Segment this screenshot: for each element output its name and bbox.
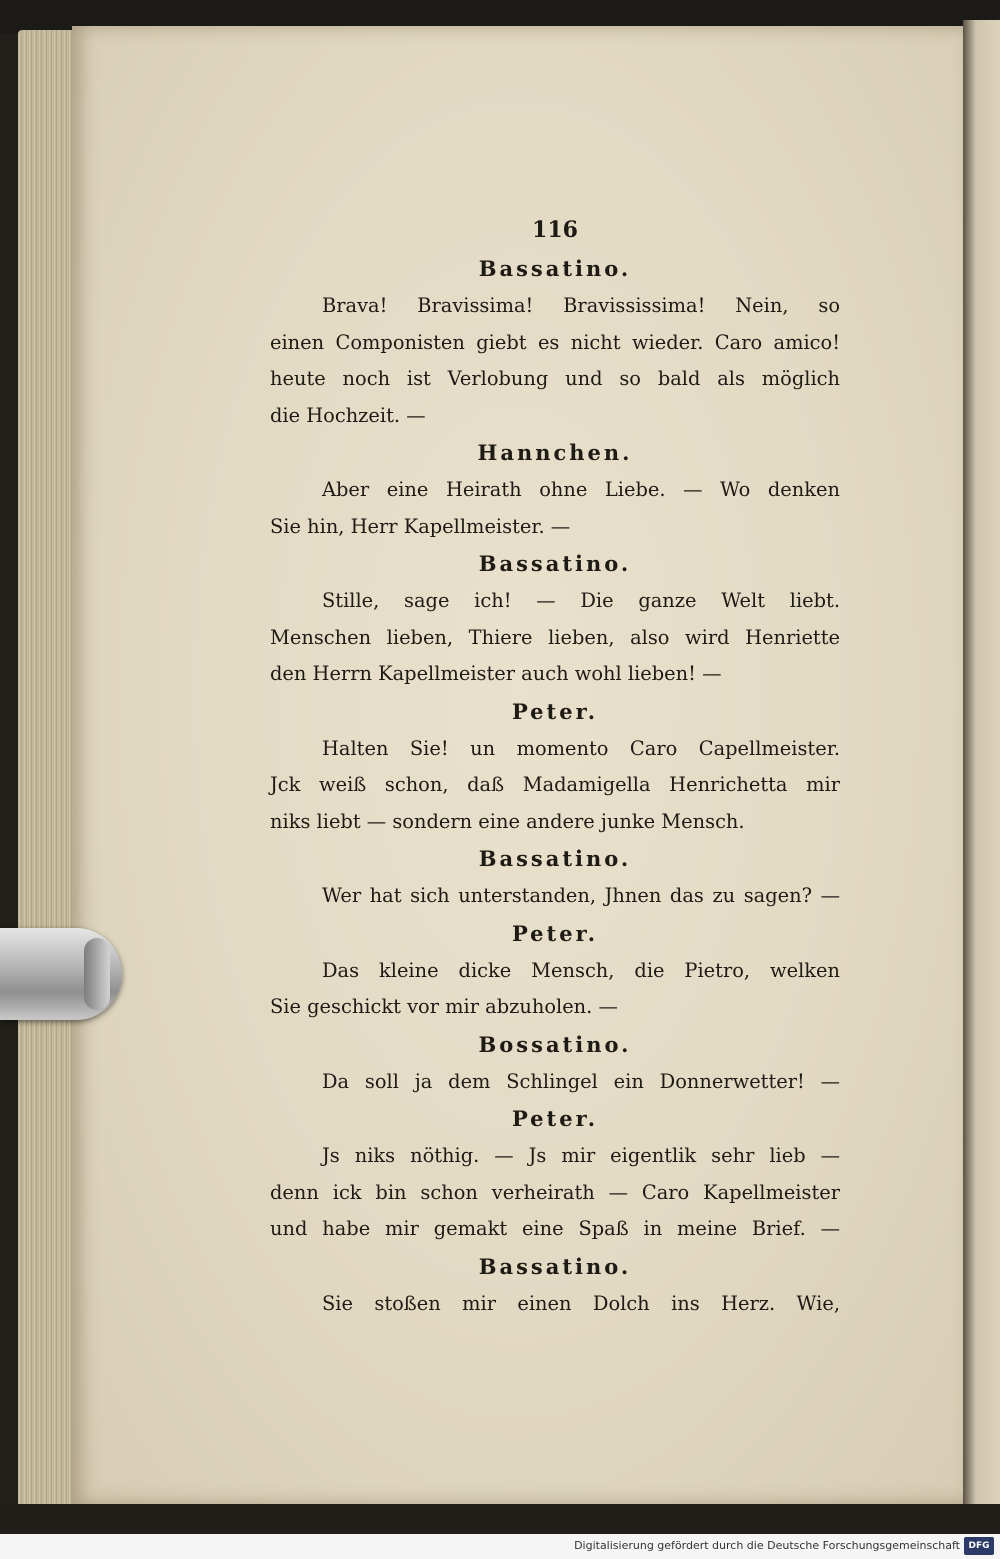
speaker-name: Bossatino.: [478, 1031, 632, 1057]
dfg-logo-icon: DFG: [964, 1537, 994, 1555]
text-line: Jck weiß schon, daß Madamigella Henrichetta mir: [270, 773, 840, 796]
speaker-name: Bassatino.: [478, 846, 632, 871]
speaker-name: Peter.: [511, 698, 599, 724]
text-line: Aber eine Heirath ohne Liebe. — Wo denken: [322, 478, 840, 501]
text-line: Sie geschickt vor mir abzuholen. —: [270, 995, 618, 1018]
text-line: Halten Sie! un momento Caro Capellmeister.: [322, 736, 840, 760]
scan-border-bottom: [0, 1504, 1000, 1534]
text-line: Js niks nöthig. — Js mir eigentlik sehr lieb —: [322, 1144, 840, 1167]
text-line: Wer hat sich unterstanden, Jhnen das zu sagen? —: [322, 884, 840, 907]
text-line: Sie hin, Herr Kapellmeister. —: [270, 514, 571, 538]
speaker-name: Peter.: [511, 1106, 599, 1131]
text-line: Stille, sage ich! — Die ganze Welt liebt.: [322, 589, 840, 612]
speaker-name: Peter.: [511, 920, 599, 946]
text-line: Menschen lieben, Thiere lieben, also wird Henriette: [270, 625, 840, 649]
text-line: Da soll ja dem Schlingel ein Donnerwetter! —: [322, 1069, 840, 1093]
page-number: 116: [532, 217, 578, 243]
speaker-name: Hannchen.: [477, 440, 633, 465]
footer-credit: Digitalisierung gefördert durch die Deutsche Forschungsgemeinschaft: [574, 1539, 960, 1552]
speaker-name: Bassatino.: [478, 256, 632, 281]
text-line: niks liebt — sondern eine andere junke Mensch.: [270, 809, 745, 833]
page-edges: [18, 30, 78, 1508]
speaker-name: Bassatino.: [478, 1253, 632, 1279]
text-line: den Herrn Kapellmeister auch wohl lieben! —: [270, 662, 722, 685]
text-line: Sie stoßen mir einen Dolch ins Herz. Wie,: [322, 1291, 840, 1315]
text-line: Brava! Bravissima! Bravississima! Nein, so: [322, 294, 840, 317]
speaker-name: Bassatino.: [478, 551, 632, 576]
text-line: und habe mir gemakt eine Spaß in meine Brief. —: [270, 1217, 840, 1240]
text-line: die Hochzeit. —: [270, 403, 426, 427]
text-line: Das kleine dicke Mensch, die Pietro, welken: [322, 958, 840, 982]
page-text: [270, 210, 840, 1322]
page-clip-grip: [84, 938, 110, 1010]
text-line: einen Componisten giebt es nicht wieder. Caro amico!: [270, 330, 840, 354]
text-line: denn ick bin schon verheirath — Caro Kapellmeister: [270, 1180, 840, 1204]
text-line: heute noch ist Verlobung und so bald als möglich: [270, 367, 840, 390]
facing-page-edge: [963, 20, 1000, 1520]
